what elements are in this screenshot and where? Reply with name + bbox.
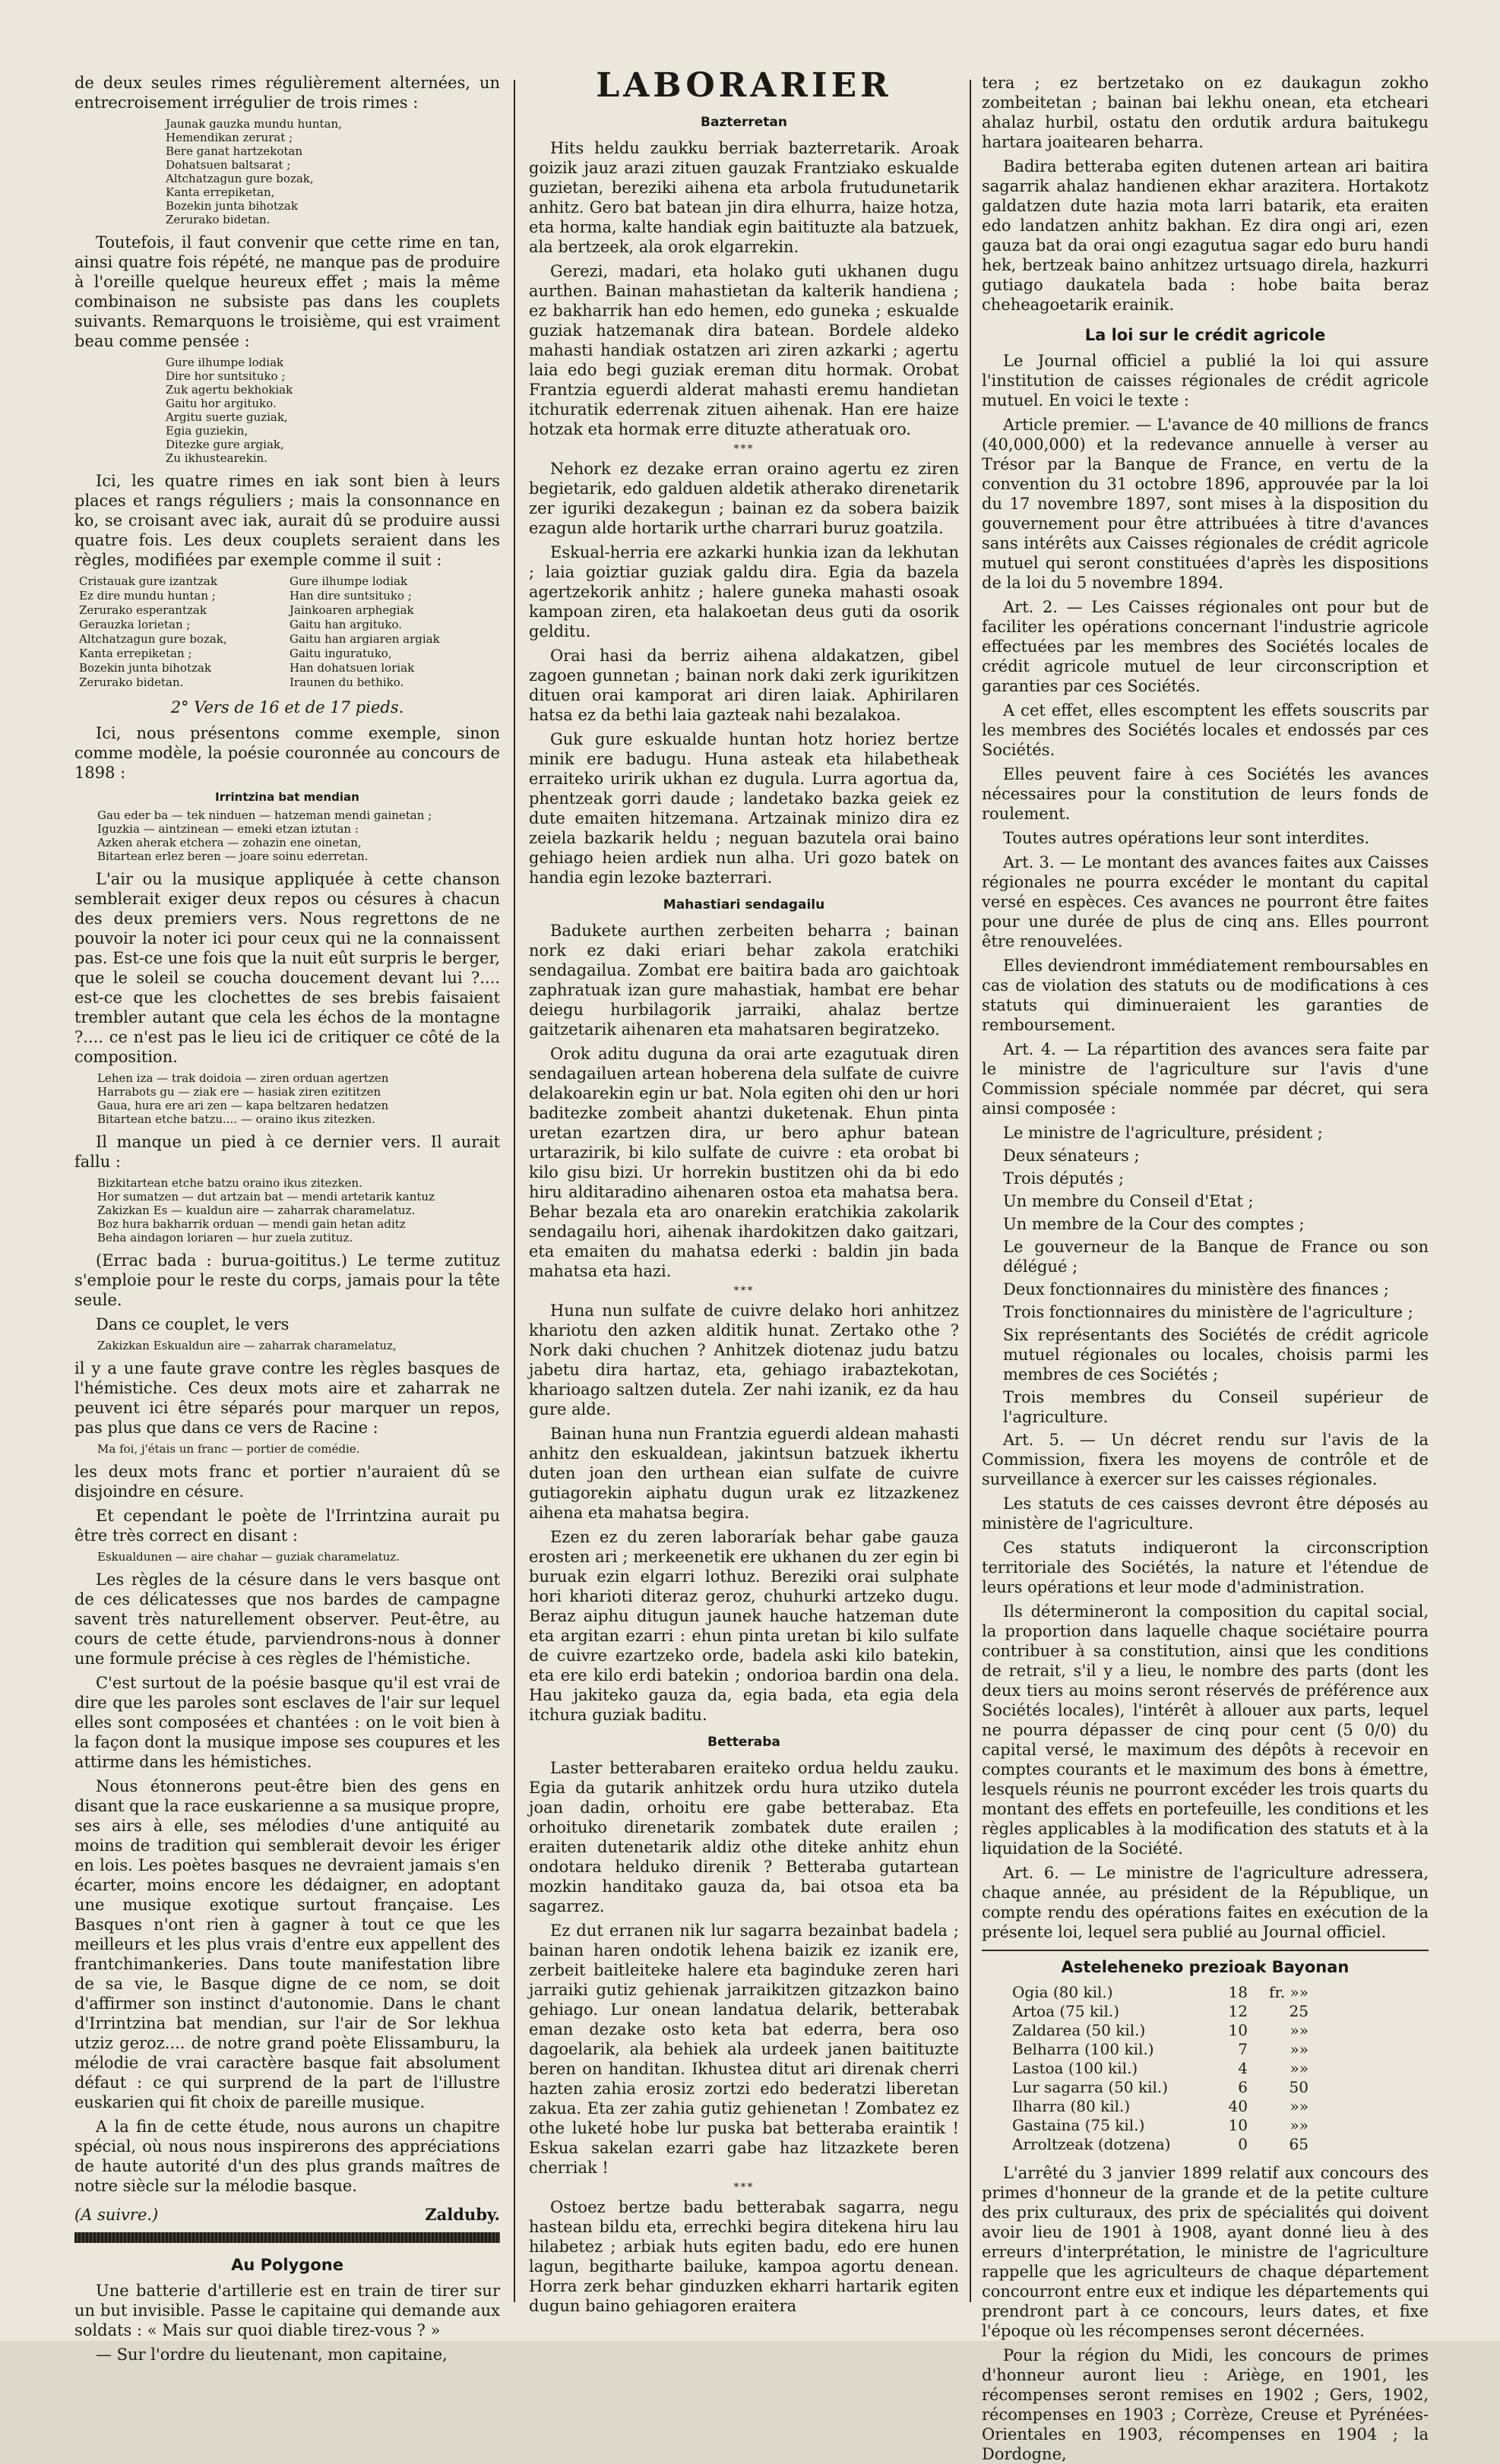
verse-line: Gaitu inguratuko, [290, 647, 392, 660]
verse-line: Jaunak gauzka mundu huntan, [166, 117, 342, 131]
list-item: Deux fonctionnaires du ministère des finances ; [1003, 1280, 1389, 1298]
verse-line: Gaua, hura ere ari zen — kapa beltzaren hedatzen [97, 1099, 389, 1112]
column-middle [529, 66, 959, 2315]
section-heading: 2° Vers de 16 et de 17 pieds. [170, 698, 404, 716]
verse-line: Egia guziekin, [166, 424, 248, 438]
section-heading: Betteraba [707, 1735, 780, 1750]
verse-line: Gerauzka lorietan ; [79, 618, 191, 631]
verse-line: Jainkoaren arphegiak [290, 603, 414, 617]
price-cents: 65 [1289, 2135, 1309, 2153]
price-value: 0 [1238, 2135, 1248, 2153]
paragraph: tera ; ez bertzetako on ez daukagun zokho zombeitetan ; bainan bai lekhu onean, eta etcheari ahalaz hurbil, ostatu den ordutik ardura baitukegu hartara joaitearen beharra. [982, 74, 1429, 151]
verse-line: Ditezke gure argiak, [166, 438, 284, 451]
verse-line: Dohatsuen baltsarat ; [166, 158, 291, 172]
verse-column [79, 574, 290, 690]
verse-comparison [79, 574, 500, 690]
paragraph: Laster betterabaren eraiteko ordua heldu zauku. Egia da gutarik anhitzek ordu hura utziko dutela joan dadin, orhoitu ere gabe betterabaz. Eta orhoituko direnetarik zombatek dute erailen ; eraiten dutenetarik aldiz othe diteke anhitz ehun ondotara helduko direnik ? Betteraba gutartean mozkin handitako gauza da, bai otsoa eta ba sagarrez. [529, 1759, 959, 1915]
verse-line: Zerurako bidetan. [79, 675, 184, 689]
asterism: *** [733, 443, 755, 455]
price-value: 10 [1228, 2116, 1248, 2134]
price-cents: »» [1290, 2116, 1309, 2134]
asterism: *** [733, 2181, 755, 2194]
paragraph: Article premier. — L'avance de 40 millions de francs (40,000,000) et la redevance annuelle à verser au Trésor par la Banque de France, en vertu de la convention du 31 octobre 1896, approuvée par la loi du 17 novembre 1897, sont mises à la disposition du gouvernement pour être attribuées à titre d'avances sans intérêts aux Caisses régionales de crédit agricole mutuel qui seront constituées d'après les dispositions de la loi du 5 novembre 1894. [982, 416, 1429, 592]
table-row [1012, 2135, 1429, 2154]
column-rule [514, 80, 515, 2302]
asterism: *** [733, 1285, 755, 1297]
price-cents: »» [1290, 2097, 1309, 2115]
verse-line: Altchatzagun gure bozak, [166, 172, 314, 185]
verse-line: Bitartean erlez beren — joare soinu ederretan. [97, 849, 369, 863]
price-value: 12 [1228, 2002, 1248, 2020]
price-label: Ilharra (80 kil.) [1012, 2097, 1131, 2115]
verse-block [97, 1550, 500, 1564]
paragraph: Orai hasi da berriz aihena aldakatzen, gibel zagoen gunnetan ; bainan nork daki zerk igurikitzen dituen orai kamporat ari diren laiak. Aphirilaren hatsa ez da bethi laia gazteak nahi bezalakoa. [529, 647, 959, 724]
price-cents: »» [1290, 2040, 1309, 2058]
verse-line: Boz hura bakharrik orduan — mendi gain hetan aditz [97, 1217, 406, 1231]
price-value: 7 [1238, 2040, 1248, 2058]
paragraph: Guk gure eskualde huntan hotz horiez bertze minik ere badugu. Huna asteak eta hilabetheak erraiteko uririk ukhan ez dugula. Lurra agortua da, phentzeak gorri daude ; landetako bazka geiek ez dute emaiten hitzemana. Artzainak minizo dira ez zeiela bazkarik heldu ; neguan bazutela orai baino gehiago heien ardiek nun alha. Uri gozo batek on handia egin lezoke bazterrari. [529, 730, 959, 887]
paragraph: Les statuts de ces caisses devront être déposés au ministère de l'agriculture. [982, 1495, 1429, 1532]
paragraph: Ezen ez du zeren laboraríak behar gabe gauza erosten ari ; merkeenetik ere ukhanen du zer egin bi buruak ezin elgarri lothuz. Bereziki orai sulphate hori kharioti diteraz geroz, chuhurki artzeko dugu. Beraz aiphu ditugun jaunek hauche hatzeman dute eta argitan ezarri : ehun pinta uretan bi kilo sulfate de cuivre ezartzeko orde, badela aski kilo batekin, eta ere kilo erdi batekin ; ondorioa bardin ona dela. Hau jakiteko gauza da, egia bada, eta egia dela itchura guziak baditu. [529, 1528, 959, 1724]
verse-line: Gure ilhumpe lodiak [290, 574, 408, 588]
verse-line: Eskualdunen — aire chahar — guziak charamelatuz. [97, 1550, 400, 1564]
verse-line: Kanta errepiketan, [166, 185, 275, 199]
price-label: Ogia (80 kil.) [1012, 1983, 1113, 2001]
verse-line: Kanta errepiketan ; [79, 647, 192, 660]
paragraph: Ils détermineront la composition du capital social, la proportion dans laquelle chaque sociétaire pourra contribuer à sa constitution, ainsi que les conditions de retrait, s'il y a lieu, le nombre des parts (dont les deux tiers au moins seront réservés de préférence aux Sociétés locales), l'intérêt à allouer aux parts, lequel ne pourra dépasser de cinq pour cent (5 0/0) du capital versé, le maximum des dépôts à recevoir en comptes courants et le maximum des bons à émettre, lesquels réunis ne pourront excéder les trois quarts du montant des effets en portefeuille, les conditions et les règles applicables à la modification des statuts et à la liquidation de la Société. [982, 1602, 1429, 1858]
verse-line: Han dire suntsituko ; [290, 589, 412, 603]
list-item: Un membre de la Cour des comptes ; [1003, 1215, 1305, 1233]
price-label: Zaldarea (50 kil.) [1012, 2021, 1146, 2039]
price-label: Belharra (100 kil.) [1012, 2040, 1154, 2058]
price-cents: »» [1290, 2021, 1309, 2039]
verse-block [97, 1176, 500, 1245]
column-right [982, 73, 1429, 2463]
poem-title: Irrintzina bat mendian [215, 790, 359, 804]
verse-line: Ma foi, j'étais un franc — portier de comédie. [97, 1442, 360, 1456]
verse-line: Dire hor suntsituko ; [166, 369, 286, 383]
list-item: Trois fonctionnaires du ministère de l'agriculture ; [1003, 1303, 1413, 1321]
table-row [1012, 2040, 1429, 2059]
verse-line: Gaitu han argiaren argiak [290, 632, 440, 646]
paragraph: Badira betteraba egiten dutenen artean ari baitira sagarrik ahalaz handienen ekhar arazitera. Hortakotz galdatzen dute hazia mota larri batarik, eta eraiten edo landatzen anhitz bakhan. Ez dira ongi ari, ezen gauza bat da orai ongi ezagutua sagar edo buru handi hek, bertzeak baino anhitzez urtsuago direla, hazkurri gutiago daukatela bada : hobe baita beraz cheheagoetarik erainik. [982, 157, 1429, 314]
commission-list [1003, 1123, 1429, 1427]
verse-line: Iguzkia — aintzinean — emeki etzan iztutan : [97, 822, 359, 836]
table-row [1012, 2002, 1429, 2021]
verse-line: Zakizkan Eskualdun aire — zaharrak charamelatuz, [97, 1339, 397, 1352]
list-item: Un membre du Conseil d'Etat ; [1003, 1192, 1254, 1210]
paragraph: — Sur l'ordre du lieutenant, mon capitaine, [96, 2345, 448, 2364]
paragraph: (Errac bada : burua-goititus.) Le terme zutituz s'emploie pour le reste du corps, jamais pour la tête seule. [74, 1251, 500, 1309]
paragraph: Elles peuvent faire à ces Sociétés les avances nécessaires pour la constitution de leurs fonds de roulement. [982, 765, 1429, 823]
section-heading: Bazterretan [701, 115, 787, 130]
paragraph: Pour la région du Midi, les concours de primes d'honneur auront lieu : Ariège, en 1901, les récompenses seront remises en 1902 ; Gers, 1902, récompenses en 1903 ; Corrèze, Creuse et Pyrénées-Orientales en 1903, récompenses en 1904 ; la Dordogne, [982, 2346, 1429, 2463]
paragraph: Nehork ez dezake erran oraino agertu ez ziren begietarik, edo galduen aldetik atherako direnetarik zer iguriki dezakegun ; bainan ez da sobera baizik ezagun alde hortarik urthe charrari buruz goatzila. [529, 460, 959, 537]
paragraph: Les règles de la césure dans le vers basque ont de ces délicatesses que nos bardes de campagne savent très naturellement observer. Peut-être, au cours de cette étude, parviendrons-nous à donner une formule précise à ces règles de l'hémistiche. [74, 1570, 500, 1668]
verse-line: Zerurako bidetan. [166, 213, 271, 226]
paragraph: Elles deviendront immédiatement remboursables en cas de violation des statuts ou de modifications à ces statuts qui diminueraient les garanties de remboursement. [982, 957, 1429, 1034]
paragraph: Ces statuts indiqueront la circonscription territoriale des Sociétés, la nature et l'étendue de leurs opérations et leur mode d'administration. [982, 1539, 1429, 1596]
paragraph: Art. 2. — Les Caisses régionales ont pour but de faciliter les opérations concernant l'industrie agricole effectuées par les membres des Sociétés locales de crédit agricole mutuel de leur circonscription et garanties par ces Sociétés. [982, 598, 1429, 695]
verse-line: Azken aherak etchera — zohazin ene oinetan, [97, 836, 362, 849]
paragraph: Gerezi, madari, eta holako guti ukhanen dugu aurthen. Bainan mahastietan da kalterik handiena ; ez bakharrik han edo hemen, edo guneka ; eskualde guziak hatzemanak dira batean. Bordele aldeko mahasti handiak ostatzen ari ziren azkarki ; agertu laia edo begi guziak ereman ditu hormak. Orobat Frantzia eguerdi alderat mahasti eremu handietan itchuratik ederrenak zituen aihenak. Han ere haize hotzak eta hormak erre dituzte atheratuak oro. [529, 262, 959, 438]
paragraph: Il manque un pied à ce dernier vers. Il aurait fallu : [74, 1133, 500, 1171]
list-item: Trois membres du Conseil supérieur de l'agriculture. [1003, 1388, 1429, 1426]
verse-block [97, 1442, 500, 1456]
column-rule [970, 80, 971, 2302]
table-row [1012, 2059, 1429, 2078]
list-item: Six représentants des Sociétés de crédit agricole mutuel régionales ou locales, choisis parmi les membres de ces Sociétés ; [1003, 1326, 1429, 1384]
paragraph: Dans ce couplet, le vers [96, 1315, 290, 1333]
price-cents: 25 [1289, 2002, 1309, 2020]
paragraph: les deux mots franc et portier n'auraient dû se disjoindre en césure. [74, 1463, 500, 1501]
verse-line: Bizkitartean etche batzu oraino ikus zitezken. [97, 1176, 362, 1190]
verse-line: Zu ikhustearekin. [166, 451, 267, 465]
prices-title: Asteleheneko prezioak Bayonan [982, 1950, 1429, 1977]
paragraph: Hits heldu zaukku berriak bazterretarik. Aroak goizik jauz arazi zituen gauzak Frantziako eskualde guzietan, bereziki aihena eta arbola frutudunetarik anhitz. Gero bat batean jin dira elhurra, haize hotza, eta horma, kalte handiak egin baitituzte ala batzuek, ala bertzeek, ala orok elgarrekin. [529, 139, 959, 256]
paragraph: Ici, nous présentons comme exemple, sinon comme modèle, la poésie couronnée au concours de 1898 : [74, 724, 500, 782]
paragraph: A la fin de cette étude, nous aurons un chapitre spécial, où nous nous inspirerons des appréciations de haute autorité d'un des plus grands maîtres de notre siècle sur la mélodie basque. [74, 2118, 500, 2195]
paragraph: A cet effet, elles escomptent les effets souscrits par les membres des Sociétés locales et endossés par ces Sociétés. [982, 701, 1429, 759]
price-cents: »» [1290, 2059, 1309, 2077]
paragraph: Toutefois, il faut convenir que cette rime en tan, ainsi quatre fois répété, ne manque pas de produire à l'oreille quelque heureux effet ; mais la même combinaison ne subsiste pas dans les couplets suivants. Remarquons le troisième, qui est vraiment beau comme pensée : [74, 233, 500, 350]
section-heading: La loi sur le crédit agricole [1084, 326, 1326, 344]
paragraph: Eskual-herria ere azkarki hunkia izan da lekhutan ; laia goiztiar guziak galdu dira. Egia da bazela agertzekorik anhitz ; halere guneka mahasti osoak kampoan ziren, eta halakoetan deus guti da osorik gelditu. [529, 543, 959, 641]
table-row [1012, 1983, 1429, 2002]
verse-line: Bitartean etche batzu.... — oraino ikus zitezken. [97, 1112, 375, 1126]
to-be-continued: (A suivre.) [74, 2206, 159, 2224]
verse-line: Gau eder ba — tek ninduen — hatzeman mendi gainetan ; [97, 808, 432, 822]
verse-line: Argitu suerte guziak, [166, 410, 288, 424]
section-divider [74, 2232, 500, 2243]
column-left [74, 73, 500, 2364]
paragraph: Art. 3. — Le montant des avances faites aux Caisses régionales ne pourra excéder le montant du capital versé en espèces. Ces avances ne pourront être faites pour une durée de plus de cinq ans. Elles pourront être renouvelées. [982, 853, 1429, 950]
table-row [1012, 2021, 1429, 2040]
price-label: Lastoa (100 kil.) [1012, 2059, 1138, 2077]
verse-line: Cristauak gure izantzak [79, 574, 217, 588]
verse-line: Beha aindagon loriaren — hur zuela zutituz. [97, 1231, 353, 1245]
paragraph: Art. 6. — Le ministre de l'agriculture adressera, chaque année, au président de la République, un compte rendu des opérations faites en exécution de la présente loi, lequel sera publié au Journal officiel. [982, 1864, 1429, 1941]
list-item: Le gouverneur de la Banque de France ou son délégué ; [1003, 1238, 1429, 1276]
verse-block [97, 1071, 500, 1126]
price-label: Gastaina (75 kil.) [1012, 2116, 1145, 2134]
verse-line: Gaitu han argituko. [290, 618, 403, 631]
price-value: 40 [1228, 2097, 1248, 2115]
paragraph: Orok aditu duguna da orai arte ezagutuak diren sendagailuen artean hoberena dela sulfate de cuivre delakoarekin egin ur bat. Nola egiten ohi den ur hori baditezke zombeit ahantzi duketenak. Ehun pinta uretan ezartzen dira, ur bero aphur batean urtarazirik, bi kilo sulfate de cuivre : eta orobat bi kilo gisu bizi. Ur horrekin bustitzen ohi da bi edo hiru alditaradino aihenaren ostoa eta mahatsa bera. Behar bezala eta aro onarekin eratchikia zakolarik sendagailu hori, aihenak ihardokitzen dako gaitzari, eta emaiten du mahatsa ederki : baldin jin bada mahatsa eta hazi. [529, 1045, 959, 1280]
verse-line: Bozekin junta bihotzak [166, 199, 298, 213]
paragraph: Et cependant le poète de l'Irrintzina aurait pu être très correct en disant : [74, 1507, 500, 1545]
paragraph: Badukete aurthen zerbeiten beharra ; bainan nork ez daki eriari behar zakola eratchiki sendagailua. Zombat ere baitira bada aro gaichtoak zaphratuak izan gure mahastiak, hambat ere behar deiegu hurbilagorik jarraiki, ahalaz bertze gaitzetarik aihenaren eta mahatsaren begiratzeko. [529, 922, 959, 1039]
verse-line: Gure ilhumpe lodiak [166, 356, 284, 369]
list-item: Le ministre de l'agriculture, président ; [1003, 1124, 1323, 1142]
verse-column [290, 574, 500, 690]
verse-line: Iraunen du bethiko. [290, 675, 404, 689]
table-row [1012, 2078, 1429, 2097]
price-value: 10 [1228, 2021, 1248, 2039]
verse-line: Hemendikan zerurat ; [166, 131, 293, 144]
paragraph: L'arrêté du 3 janvier 1899 relatif aux concours des primes d'honneur de la grande et de la petite culture des prix culturaux, des prix de spécialités qui doivent avoir lieu de 1901 à 1908, ayant donné lieu à des erreurs d'interprétation, le ministre de l'agriculture rappelle que les agriculteurs de chaque département concourront entre eux et indique les départements qui prendront part à ce concours, leurs dates, et fixe l'époque où les récompenses seront décernées. [982, 2164, 1429, 2340]
paragraph: de deux seules rimes régulièrement alternées, un entrecroisement irrégulier de trois rimes : [74, 74, 500, 112]
verse-line: Hor sumatzen — dut artzain bat — mendi artetarik kantuz [97, 1190, 435, 1204]
paragraph: C'est surtout de la poésie basque qu'il est vrai de dire que les paroles sont esclaves de l'air sur lequel elles sont composées et chantées : on le voit bien à la façon dont la musique impose ses coupures et les attirme dans les hémistiches. [74, 1674, 500, 1771]
section-heading: Mahastiari sendagailu [663, 897, 825, 913]
price-value: 6 [1238, 2078, 1248, 2096]
paragraph: Toutes autres opérations leur sont interdites. [1003, 829, 1370, 847]
price-value: 18 [1228, 1983, 1248, 2001]
verse-line: Altchatzagun gure bozak, [79, 632, 227, 646]
verse-line: Bere ganat hartzekotan [166, 144, 302, 158]
verse-line: Zerurako esperantzak [79, 603, 207, 617]
section-heading: Au Polygone [231, 2256, 343, 2274]
paragraph: L'air ou la musique appliquée à cette chanson semblerait exiger deux repos ou césures à chacun des deux premiers vers. Nous regrettons de ne pouvoir la noter ici pour ceux qui ne la connaissent pas. Est-ce une fois que la nuit eût surpris le berger, que le soleil se coucha doucement devant lui ?.... est-ce que les clochettes de ses brebis faisaient trembler autant que cela les échos de la montagne ?.... ce n'est pas le lieu ici de critiquer ce côté de la composition. [74, 870, 500, 1066]
verse-line: Lehen iza — trak doidoia — ziren orduan agertzen [97, 1071, 389, 1085]
verse-block [97, 1339, 500, 1352]
price-label: Arroltzeak (dotzena) [1012, 2135, 1171, 2153]
paragraph: Art. 5. — Un décret rendu sur l'avis de la Commission, fixera les moyens de contrôle et de surveillance à exercer sur les caisses régionales. [982, 1431, 1429, 1488]
price-value: 4 [1238, 2059, 1248, 2077]
verse-line: Bozekin junta bihotzak [79, 661, 211, 675]
paragraph: Nous étonnerons peut-être bien des gens en disant que la race euskarienne a sa musique propre, ses airs à elle, ses mélodies d'une antiquité au moins de tradition qui semblerait devoir les ériger en lois. Les poètes basques ne devraient jamais s'en écarter, moins encore les dédaigner, en adoptant une musique exotique surtout française. Les Basques n'ont rien à gagner à tout ce que les meilleurs et les plus vrais d'entre eux appellent des frantchimankeries. Dans toute manifestation libre de sa vie, le Basque digne de ce nom, se doit d'affirmer son instinct d'autonomie. Dans le chant d'Irrintzina bat mendian, sur l'air de Sor lekhua utziz geroz.... de notre grand poète Elissamburu, la mélodie de vrai caractère basque fait absolument défaut : ce qui surprend de la part de l'illustre euskarien qui fit choix de pareille musique. [74, 1777, 500, 2111]
paragraph: Une batterie d'artillerie est en train de tirer sur un but invisible. Passe le capitaine qui demande aux soldats : « Mais sur quoi diable tirez-vous ? » [74, 2282, 500, 2339]
masthead-title: LABORARIER [596, 66, 892, 105]
article-signature [74, 2205, 500, 2225]
author-name: Zalduby. [425, 2205, 500, 2224]
price-cents: 50 [1289, 2078, 1309, 2096]
paragraph: Le Journal officiel a publié la loi qui assure l'institution de caisses régionales de crédit agricole mutuel. En voici le texte : [982, 352, 1429, 410]
verse-line: Zuk agertu bekhokiak [166, 383, 293, 397]
verse-line: Harrabots gu — ziak ere — hasiak ziren ezititzen [97, 1085, 381, 1099]
price-table [1012, 1983, 1429, 2154]
verse-block [166, 356, 500, 465]
verse-line: Zakizkan Es — kualdun aire — zaharrak charamelatuz. [97, 1204, 416, 1217]
paragraph: il y a une faute grave contre les règles basques de l'hémistiche. Ces deux mots aire et zaharrak ne peuvent ici être séparés pour marquer un repos, pas plus que dans ce vers de Racine : [74, 1359, 500, 1437]
price-label: Lur sagarra (50 kil.) [1012, 2078, 1169, 2096]
price-label: Artoa (75 kil.) [1012, 2002, 1120, 2020]
paragraph: Art. 4. — La répartition des avances sera faite par le ministre de l'agriculture sur l'avis d'une Commission spéciale nommée par décret, qui sera ainsi composée : [982, 1040, 1429, 1118]
paragraph: Ez dut erranen nik lur sagarra bezainbat badela ; bainan haren ondotik lehena baizik ez izanik ere, zerbeit baitleiteke halere eta baginduke zeren hari jarraiki gutiz gehienak jarraikitzen gitzazkon baino gehiago. Lur onean landatua delarik, betterabak eman dezake osto keta bat ederra, bera oso dagoelarik, ala behiek ala urdeek janen baitituzte beren on handitan. Ikhustea ditut ari direnak cherri hazten zahia erosiz zortzi edo bederatzi liberetan zakua. Eta zer zahia gutiz gehienetan ! Zombatez ez othe luketé hobe lur puska bat betteraba eraintik ! Eskua sakelan ezarri gabe haz litzazkete beren cherriak ! [529, 1922, 959, 2177]
verse-block [97, 808, 500, 863]
verse-line: Ez dire mundu huntan ; [79, 589, 216, 603]
price-cents: fr. »» [1269, 1983, 1309, 2001]
paragraph: Ostoez bertze badu betterabak sagarra, negu hastean bildu eta, errechki begira ditekena hiru lau hilabetez ; arbiak huts egiten badu, edo ere hunen lagun, begitharte bailuke, kampoa agortu denean. Horra zerk behar ginduzken ekharri hartarik egiten dugun baino gehiagoren eraitera [529, 2198, 959, 2315]
table-row [1012, 2097, 1429, 2116]
paragraph: Bainan huna nun Frantzia eguerdi aldean mahasti anhitz den eskualdean, jakintsun batzuek ikhertu duten joan den urthean eian sulfate de cuivre gutiagorekin aiphatu dugun urak ez litzazkenez aihena eta mahatsa begira. [529, 1425, 959, 1522]
verse-block [166, 117, 500, 226]
paragraph: Ici, les quatre rimes en iak sont bien à leurs places et rangs réguliers ; mais la consonnance en ko, se croisant avec iak, aurait dû se produire aussi quatre fois. Les deux couplets seraient dans les règles, modifiées par exemple comme il suit : [74, 472, 500, 569]
table-row [1012, 2116, 1429, 2135]
verse-line: Han dohatsuen loriak [290, 661, 415, 675]
list-item: Trois députés ; [1003, 1169, 1125, 1188]
verse-line: Gaitu hor argituko. [166, 397, 277, 410]
list-item: Deux sénateurs ; [1003, 1147, 1140, 1165]
paragraph: Huna nun sulfate de cuivre delako hori anhitzez khariotu den azken alditik hunat. Zertako othe ? Nork daki chuchen ? Anhitzek diotenaz judu batzu jabetu dira hartaz, eta, gehiago irabaztekotan, kharioago saltzen dutela. Zer nahi izanik, ez da hau gure alde. [529, 1302, 959, 1419]
